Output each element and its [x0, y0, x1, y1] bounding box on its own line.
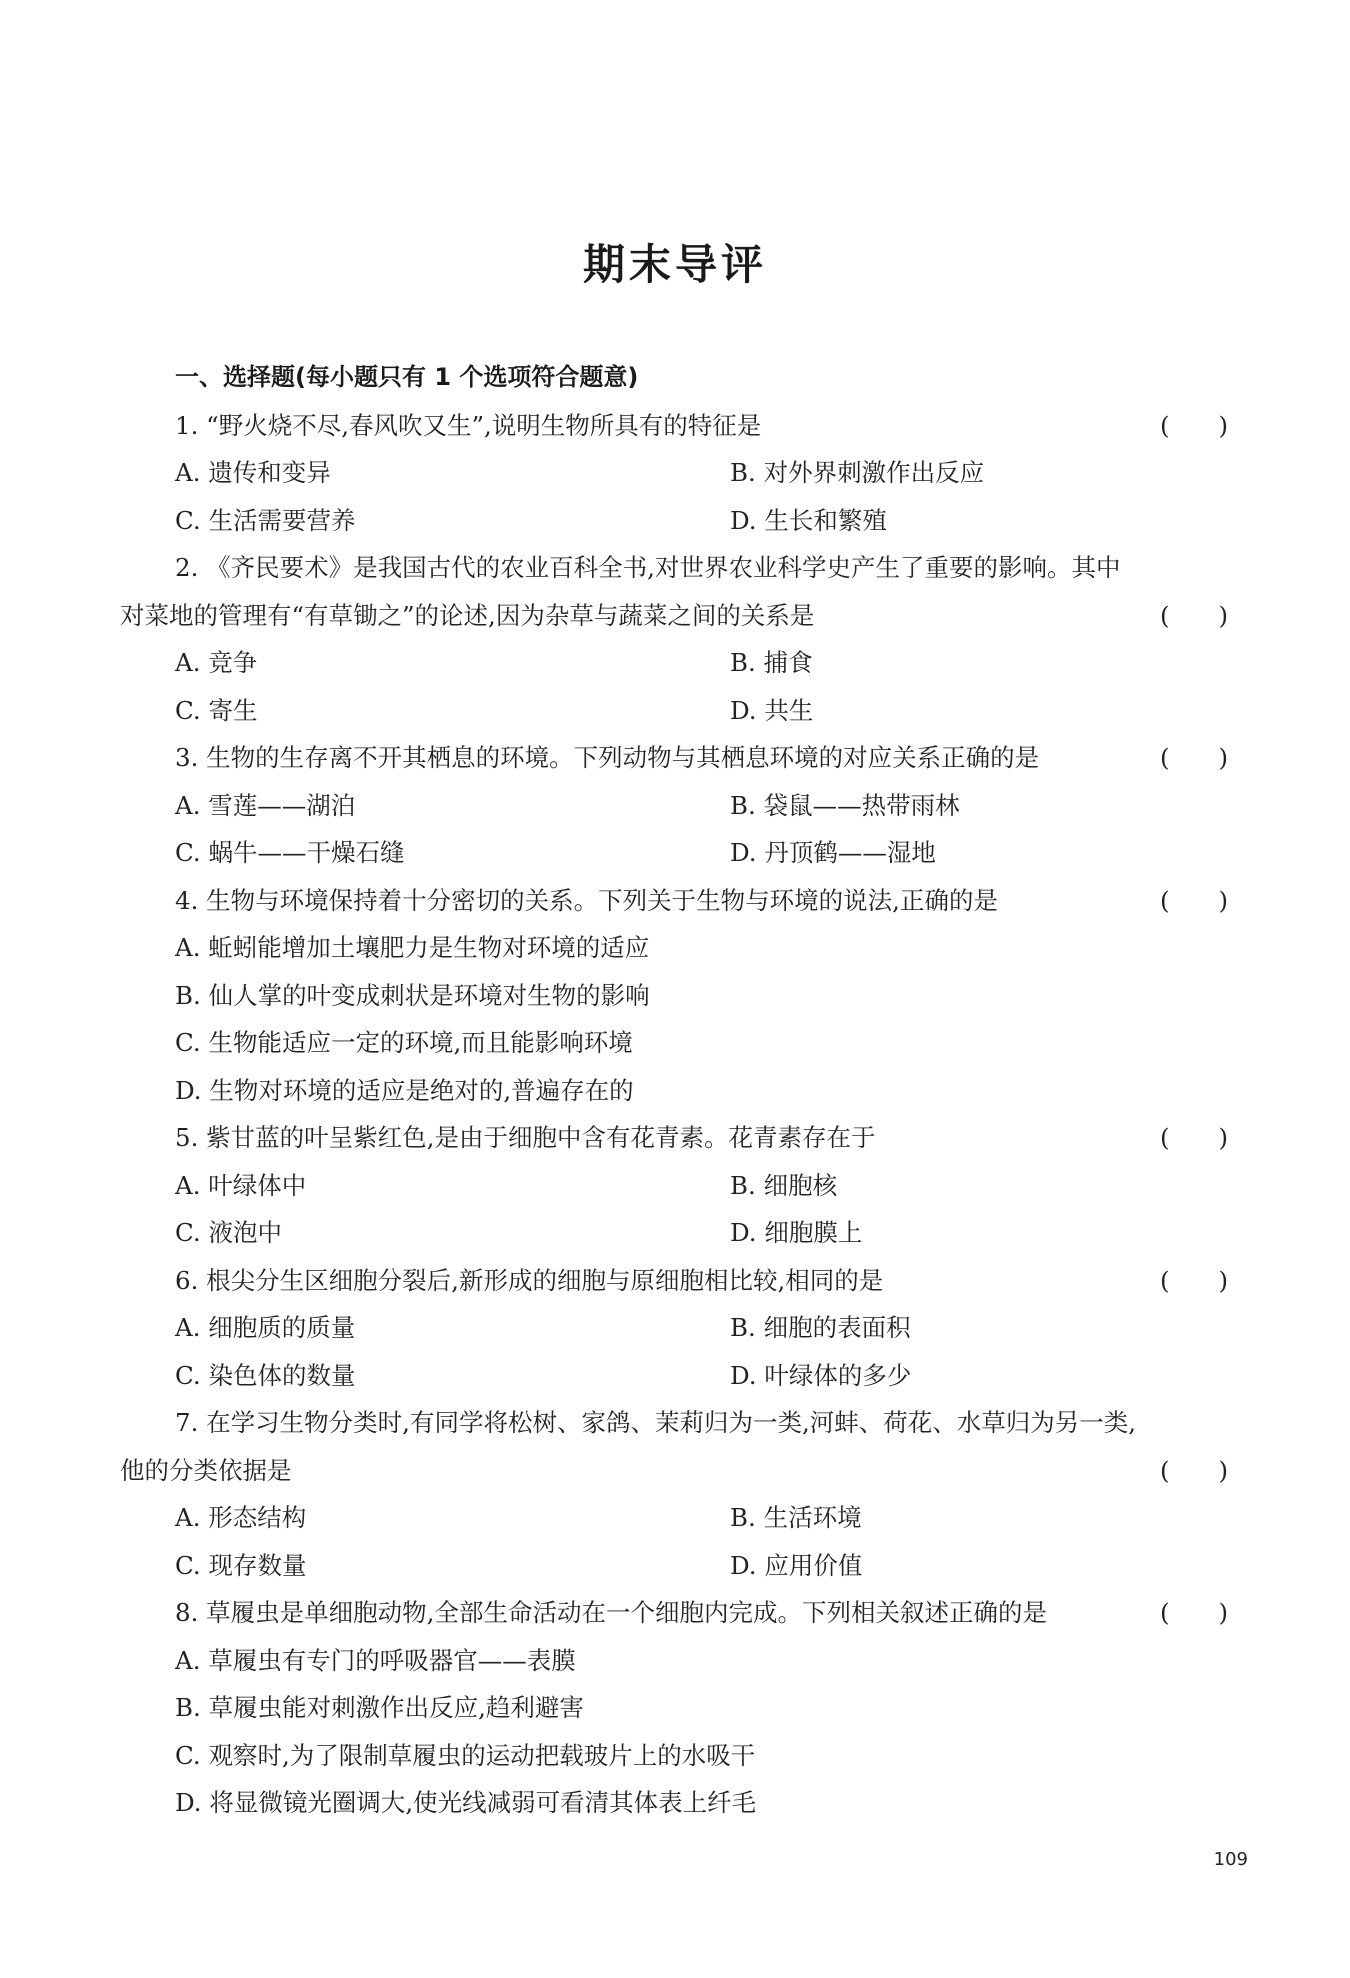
option-c: C. 现存数量	[175, 1550, 307, 1580]
option-a: A. 竞争	[175, 648, 258, 677]
question-7-text-line-2: 他的分类依据是	[120, 1455, 292, 1485]
answer-bracket: ( )	[1160, 743, 1229, 772]
section-heading: 一、选择题(每小题只有 1 个选项符合题意)	[175, 363, 639, 391]
option-b: B. 仙人掌的叶变成刺状是环境对生物的影响	[175, 980, 650, 1010]
question-6-options-row-1	[120, 1304, 1240, 1352]
answer-bracket: ( )	[1160, 1455, 1229, 1485]
question-6-options-row-2	[120, 1352, 1240, 1400]
question-5-stem	[120, 1114, 1240, 1162]
question-2-options-row-1	[120, 639, 1240, 687]
option-c: C. 观察时,为了限制草履虫的运动把载玻片上的水吸干	[175, 1740, 756, 1770]
option-d: D. 共生	[730, 695, 814, 725]
question-6-stem	[120, 1257, 1240, 1305]
question-5-options-row-1	[120, 1162, 1240, 1210]
question-3-text: 3. 生物的生存离不开其栖息的环境。下列动物与其栖息环境的对应关系正确的是	[175, 743, 1040, 772]
answer-bracket: ( )	[1160, 600, 1229, 630]
option-a: A. 形态结构	[175, 1503, 307, 1532]
option-d: D. 生长和繁殖	[730, 505, 887, 535]
question-1-stem	[120, 402, 1240, 450]
option-c: C. 生活需要营养	[175, 505, 356, 535]
option-a: A. 雪莲——湖泊	[175, 790, 356, 820]
option-a: A. 叶绿体中	[175, 1170, 307, 1200]
option-b: B. 袋鼠——热带雨林	[730, 790, 960, 820]
option-c: C. 染色体的数量	[175, 1360, 356, 1390]
option-a: A. 细胞质的质量	[175, 1313, 356, 1342]
option-c: C. 液泡中	[175, 1218, 282, 1247]
option-b: B. 细胞的表面积	[730, 1313, 911, 1342]
answer-bracket: ( )	[1160, 1598, 1229, 1627]
question-list	[120, 354, 1240, 1827]
option-c: C. 寄生	[175, 695, 258, 725]
option-a: A. 遗传和变异	[175, 458, 331, 487]
option-b: B. 捕食	[730, 648, 813, 677]
question-5-text: 5. 紫甘蓝的叶呈紫红色,是由于细胞中含有花青素。花青素存在于	[175, 1123, 876, 1152]
question-3-options-row-2	[120, 829, 1240, 877]
question-2-text-line-1: 2. 《齐民要术》是我国古代的农业百科全书,对世界农业科学史产生了重要的影响。其中	[175, 553, 1121, 582]
question-1-text: 1. “野火烧不尽,春风吹又生”,说明生物所具有的特征是	[175, 410, 762, 440]
answer-bracket: ( )	[1160, 410, 1229, 440]
option-d: D. 细胞膜上	[730, 1218, 863, 1247]
question-1-options-row-1	[120, 449, 1240, 497]
option-b: B. 对外界刺激作出反应	[730, 458, 985, 487]
option-d: D. 将显微镜光圈调大,使光线减弱可看清其体表上纤毛	[175, 1788, 757, 1817]
question-2-stem-line-2	[120, 592, 1240, 640]
question-4-stem	[120, 877, 1240, 925]
question-7-text-line-1: 7. 在学习生物分类时,有同学将松树、家鸽、茉莉归为一类,河蚌、荷花、水草归为另一类,	[175, 1408, 1137, 1437]
answer-bracket: ( )	[1160, 1265, 1229, 1295]
question-2-text-line-2: 对菜地的管理有“有草锄之”的论述,因为杂草与蔬菜之间的关系是	[120, 600, 815, 630]
option-c: C. 蜗牛——干燥石缝	[175, 838, 405, 867]
question-8-text: 8. 草履虫是单细胞动物,全部生命活动在一个细胞内完成。下列相关叙述正确的是	[175, 1598, 1047, 1627]
question-7-stem-line-2	[120, 1447, 1240, 1495]
option-a: A. 草履虫有专门的呼吸器官——表膜	[175, 1645, 576, 1675]
question-3-options-row-1	[120, 782, 1240, 830]
option-d: D. 叶绿体的多少	[730, 1360, 912, 1390]
option-d: D. 应用价值	[730, 1550, 863, 1580]
question-1-options-row-2	[120, 497, 1240, 545]
question-7-options-row-1	[120, 1494, 1240, 1542]
answer-bracket: ( )	[1160, 1123, 1229, 1152]
question-3-stem	[120, 734, 1240, 782]
question-7-options-row-2	[120, 1542, 1240, 1590]
option-d: D. 丹顶鹤——湿地	[730, 838, 936, 867]
question-8-stem	[120, 1589, 1240, 1637]
option-b: B. 细胞核	[730, 1170, 838, 1200]
question-6-text: 6. 根尖分生区细胞分裂后,新形成的细胞与原细胞相比较,相同的是	[175, 1265, 884, 1295]
option-a: A. 蚯蚓能增加土壤肥力是生物对环境的适应	[175, 933, 650, 962]
question-4-text: 4. 生物与环境保持着十分密切的关系。下列关于生物与环境的说法,正确的是	[175, 885, 998, 915]
option-b: B. 生活环境	[730, 1503, 862, 1532]
option-d: D. 生物对环境的适应是绝对的,普遍存在的	[175, 1075, 634, 1105]
option-c: C. 生物能适应一定的环境,而且能影响环境	[175, 1028, 633, 1057]
page-number: 109	[1213, 1849, 1248, 1870]
question-2-options-row-2	[120, 687, 1240, 735]
page-title: 期末导评	[582, 240, 767, 289]
question-5-options-row-2	[120, 1209, 1240, 1257]
question-7-stem-line-1	[120, 1399, 1240, 1447]
option-b: B. 草履虫能对刺激作出反应,趋利避害	[175, 1693, 584, 1722]
question-2-stem-line-1	[120, 544, 1240, 592]
answer-bracket: ( )	[1160, 885, 1229, 915]
